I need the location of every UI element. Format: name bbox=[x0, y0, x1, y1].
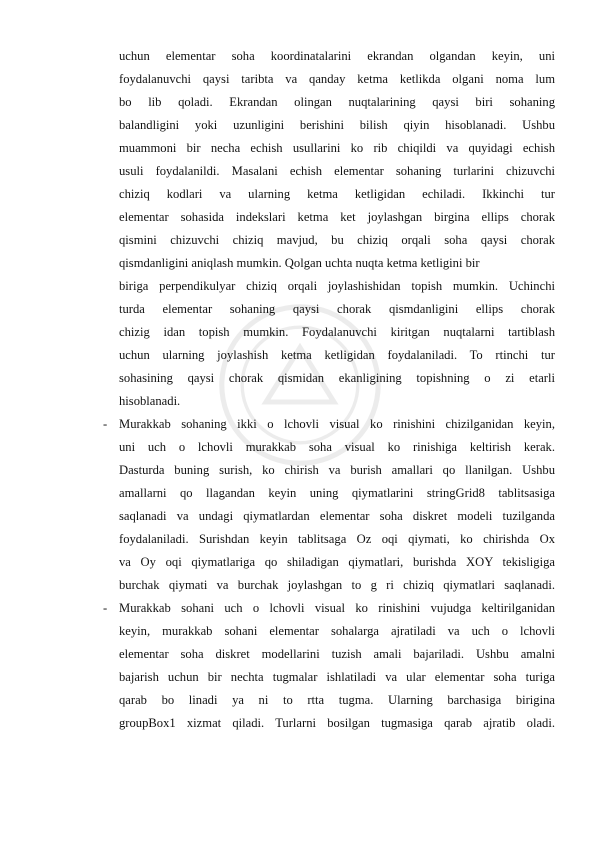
paragraph-line: muammoni bir necha echish usullarini ko rib chiqildi va quyidagi echish bbox=[119, 141, 555, 155]
paragraph-line: elementar sohasida indekslari ketma ket joylashgan birgina ellips chorak bbox=[119, 210, 555, 224]
paragraph-line: turda elementar sohaning qaysi chorak qismdanligini ellips chorak bbox=[119, 302, 555, 316]
paragraph-line: qismdanligini aniqlash mumkin. Qolgan uchta nuqta ketma ketligini bir bbox=[119, 256, 480, 270]
paragraph-line: Dasturda buning surish, ko chirish va burish amallari qo llanilgan. Ushbu bbox=[119, 463, 555, 477]
paragraph-line: usuli foydalanildi. Masalani echish elementar sohaning turlarini chizuvchi bbox=[119, 164, 555, 178]
paragraph-line: saqlanadi va undagi qiymatlardan elementar soha diskret modeli tuzilganda bbox=[119, 509, 555, 523]
paragraph-line: foydalanuvchi qaysi taribta va qanday ketma ketlikda olgani noma lum bbox=[119, 72, 555, 86]
paragraph-line: bajarish uchun bir nechta tugmalar ishlatiladi va ular elementar soha turiga bbox=[119, 670, 555, 684]
paragraph-line: uchun elementar soha koordinatalarini ekrandan olgandan keyin, uni bbox=[119, 49, 555, 63]
paragraph-line: balandligini yoki uzunligini berishini bilish qiyin hisoblanadi. Ushbu bbox=[119, 118, 555, 132]
paragraph-line: qarab bo linadi ya ni to rtta tugma. Ularning barchasiga birigina bbox=[119, 693, 555, 707]
bullet-marker: - bbox=[103, 601, 108, 615]
paragraph-line: amallarni qo llagandan keyin uning qiymatlarini stringGrid8 tablitsasiga bbox=[119, 486, 555, 500]
paragraph-line: biriga perpendikulyar chiziq orqali joylashishidan topish mumkin. Uchinchi bbox=[119, 279, 555, 293]
paragraph-line: uni uch o lchovli murakkab soha visual ko rinishiga keltirish kerak. bbox=[119, 440, 555, 454]
paragraph-line: Murakkab sohaning ikki o lchovli visual ko rinishini chizilganidan keyin, bbox=[119, 417, 555, 431]
bullet-marker: - bbox=[103, 417, 108, 431]
paragraph-line: groupBox1 xizmat qiladi. Turlarni bosilgan tugmasiga qarab ajratib oladi. bbox=[119, 716, 555, 730]
paragraph-line: hisoblanadi. bbox=[119, 394, 181, 408]
paragraph-line: uchun ularning joylashish ketma ketligidan foydalaniladi. To rtinchi tur bbox=[119, 348, 555, 362]
paragraph-line: keyin, murakkab sohani elementar sohalarga ajratiladi va uch o lchovli bbox=[119, 624, 555, 638]
paragraph-line: sohasining qaysi chorak qismidan ekanligining topishning o zi etarli bbox=[119, 371, 555, 385]
paragraph-line: qismini chizuvchi chiziq mavjud, bu chiziq orqali soha qaysi chorak bbox=[119, 233, 555, 247]
paragraph-line: va Oy oqi qiymatlariga qo shiladigan qiymatlari, burishda XOY tekisligiga bbox=[119, 555, 555, 569]
paragraph-line: bo lib qoladi. Ekrandan olingan nuqtalarining qaysi biri sohaning bbox=[119, 95, 555, 109]
paragraph-line: chiziq kodlari va ularning ketma ketligidan echiladi. Ikkinchi tur bbox=[119, 187, 555, 201]
paragraph-line: burchak qiymati va burchak joylashgan to g ri chiziq qiymatlari saqlanadi. bbox=[119, 578, 555, 592]
paragraph-line: elementar soha diskret modellarini tuzish amali bajariladi. Ushbu amalni bbox=[119, 647, 555, 661]
paragraph-line: Murakkab sohani uch o lchovli visual ko rinishini vujudga keltirilganidan bbox=[119, 601, 555, 615]
paragraph-line: chizig idan topish mumkin. Foydalanuvchi kiritgan nuqtalarni tartiblash bbox=[119, 325, 555, 339]
paragraph-line: foydalaniladi. Surishdan keyin tablitsaga Oz oqi qiymati, ko chirishda Ox bbox=[119, 532, 555, 546]
